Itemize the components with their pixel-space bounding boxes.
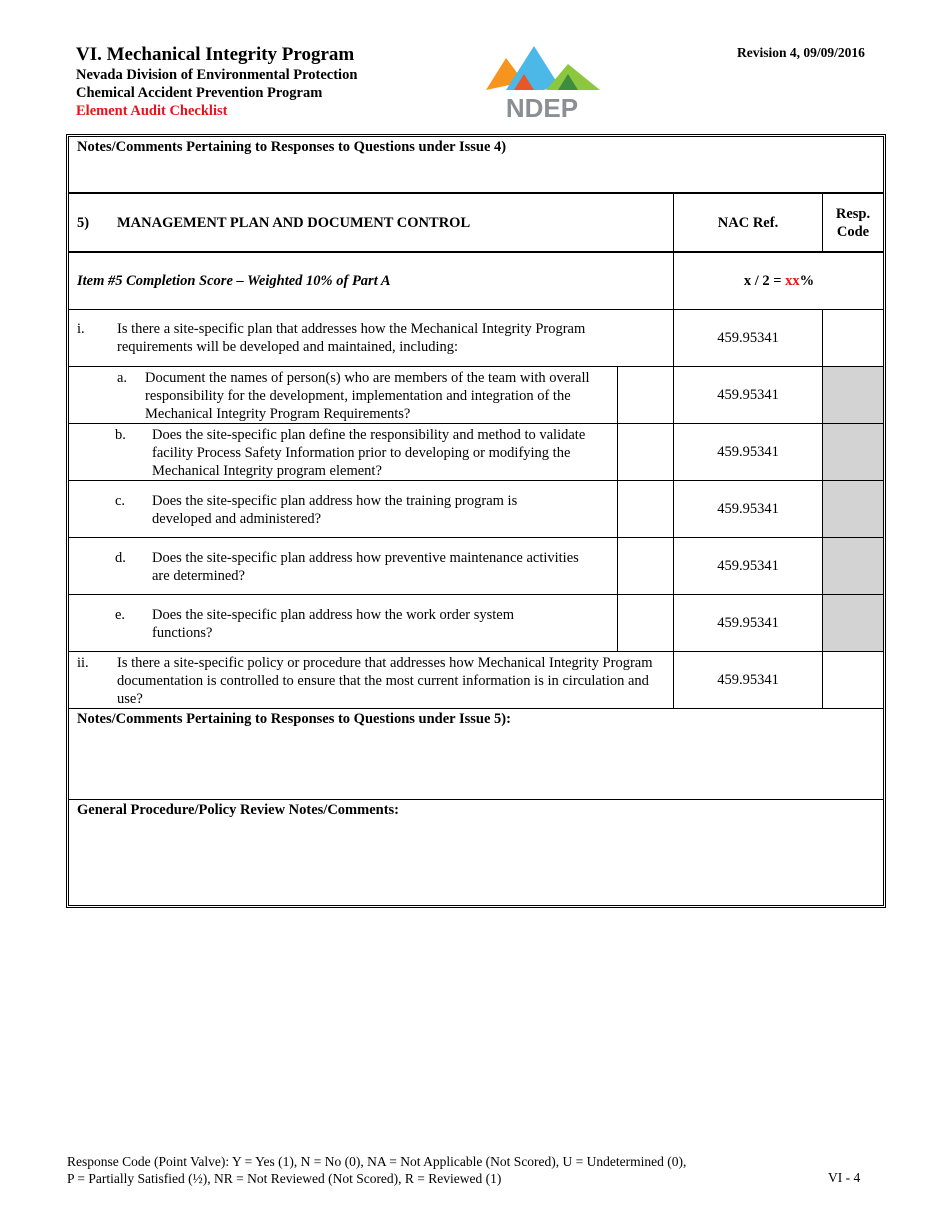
notes-issue4-label: Notes/Comments Pertaining to Responses to Questions under Issue 4): [77, 139, 507, 155]
score-formula-value: xx: [785, 273, 800, 289]
sub-answer-field[interactable]: [618, 595, 673, 651]
question-ref: 459.95341: [717, 615, 779, 631]
revision-date: Revision 4, 09/09/2016: [737, 45, 865, 60]
score-label: Item #5 Completion Score – Weighted 10% of Part A: [77, 273, 391, 289]
question-num: a.: [117, 370, 128, 386]
logo-blue-peak: [506, 46, 558, 90]
notes-issue5-label: Notes/Comments Pertaining to Responses to Questions under Issue 5):: [77, 711, 511, 727]
question-ref: 459.95341: [717, 672, 779, 688]
question-num: ii.: [77, 655, 89, 671]
question-ref: 459.95341: [717, 444, 779, 460]
score-formula-suffix: %: [799, 273, 815, 289]
question-text: Does the site-specific plan address how the work order system functions?: [152, 607, 514, 641]
sub-answer-field[interactable]: [618, 481, 673, 537]
question-text: Does the site-specific plan address how preventive maintenance activities are determined?: [152, 550, 579, 584]
question-text: Is there a site-specific policy or procedure that addresses how Mechanical Integrity Program documentation is controlled to ensure that the most current information is in circulation and use?: [117, 655, 653, 707]
section-number: 5): [77, 215, 90, 231]
score-formula-prefix: x / 2 =: [743, 273, 786, 289]
sub-answer-field[interactable]: [618, 424, 673, 480]
question-num: b.: [115, 427, 126, 443]
page-title: VI. Mechanical Integrity Program: [76, 44, 355, 65]
question-ref: 459.95341: [717, 330, 779, 346]
sub-answer-field[interactable]: [618, 367, 673, 423]
ndep-logo: [484, 44, 602, 120]
notes-issue4-field[interactable]: [69, 157, 883, 191]
general-notes-field[interactable]: [69, 820, 883, 904]
question-text: Is there a site-specific plan that addresses how the Mechanical Integrity Program requirements will be developed and maintained, including:: [117, 321, 586, 355]
question-num: c.: [115, 493, 126, 509]
checklist-name: Element Audit Checklist: [76, 103, 228, 119]
resp-code-header-1: Resp.: [835, 206, 871, 222]
question-text: Does the site-specific plan address how the training program is developed and administered?: [152, 493, 518, 527]
resp-code-field[interactable]: [823, 310, 883, 366]
checklist-table: [66, 134, 886, 908]
legend-line-2: P = Partially Satisfied (½), NR = Not Reviewed (Not Scored), R = Reviewed (1): [67, 1171, 502, 1186]
legend-line-1: Response Code (Point Valve): Y = Yes (1), N = No (0), NA = Not Applicable (Not Scored), U = Undetermined (0),: [67, 1154, 687, 1169]
response-code-legend: [67, 1153, 686, 1187]
sub-answer-field[interactable]: [618, 538, 673, 594]
agency-name: Nevada Division of Environmental Protection: [76, 67, 358, 83]
resp-code-header-2: Code: [836, 224, 870, 240]
question-ref: 459.95341: [717, 558, 779, 574]
nac-ref-header: NAC Ref.: [717, 215, 779, 231]
general-notes-label: General Procedure/Policy Review Notes/Comments:: [77, 802, 400, 818]
logo-text: NDEP: [505, 93, 579, 120]
notes-issue5-field[interactable]: [69, 729, 883, 799]
question-text: Document the names of person(s) who are members of the team with overall responsibility for the development, implementation and integration of the Mechanical Integrity Program Requirements?: [145, 370, 590, 422]
score-formula: [674, 272, 884, 290]
question-num: i.: [77, 321, 85, 337]
program-name: Chemical Accident Prevention Program: [76, 85, 323, 101]
question-num: d.: [115, 550, 126, 566]
question-ref: 459.95341: [717, 387, 779, 403]
question-text: Does the site-specific plan define the responsibility and method to validate facility Process Safety Information prior to developing or modifying the Mechanical Integrity program element?: [152, 427, 586, 479]
page-number: VI - 4: [828, 1170, 861, 1185]
section-title: MANAGEMENT PLAN AND DOCUMENT CONTROL: [117, 215, 471, 231]
question-num: e.: [115, 607, 126, 623]
resp-shaded-cells: [822, 367, 883, 652]
resp-code-field[interactable]: [823, 652, 883, 708]
question-ref: 459.95341: [717, 501, 779, 517]
